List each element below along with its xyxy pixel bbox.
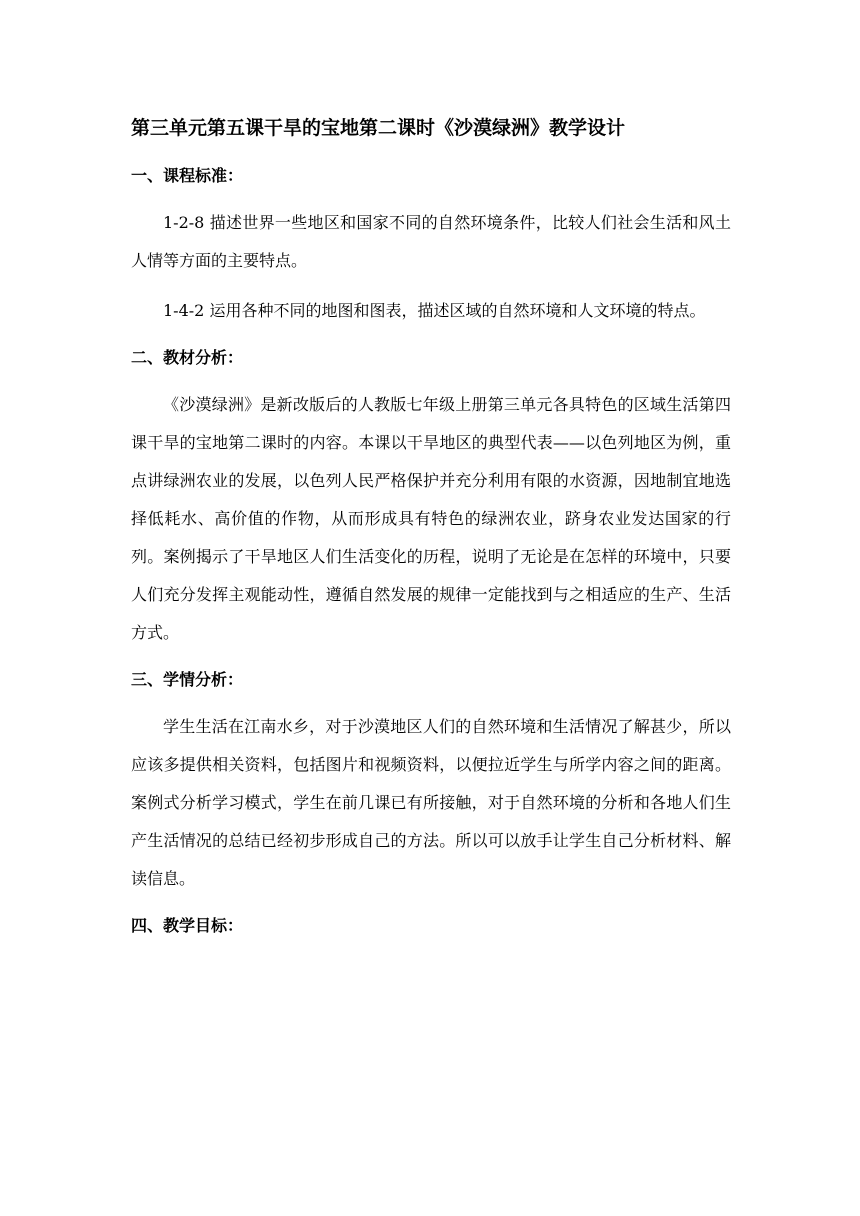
document-body [131,112,731,954]
paragraph-standard-2: 1-4-2 运用各种不同的地图和图表，描述区域的自然环境和人文环境的特点。 [163,301,706,320]
section-heading-textbook-analysis: 二、教材分析： [131,348,244,367]
document-title: 第三单元第五课干旱的宝地第二课时《沙漠绿洲》教学设计 [131,117,626,139]
section-heading-student-analysis: 三、学情分析： [131,670,244,689]
paragraph-student-analysis: 学生生活在江南水乡，对于沙漠地区人们的自然环境和生活情况了解甚少，所以应该多提供相关资料，包括图片和视频资料，以便拉近学生与所学内容之间的距离。案例式分析学习模式，学生在前几课已有所接触，对于自然环境的分析和各地人们生产生活情况的总结已经初步形成自己的方法。所以可以放手让学生自己分析材料、解读信息。 [131,717,731,888]
section-heading-teaching-objectives: 四、教学目标： [131,916,244,935]
paragraph-textbook-analysis: 《沙漠绿洲》是新改版后的人教版七年级上册第三单元各具特色的区域生活第四课干旱的宝地第二课时的内容。本课以干旱地区的典型代表——以色列地区为例，重点讲绿洲农业的发展，以色列人民严格保护并充分利用有限的水资源，因地制宜地选择低耗水、高价值的作物，从而形成具有特色的绿洲农业，跻身农业发达国家的行列。案例揭示了干旱地区人们生活变化的历程，说明了无论是在怎样的环境中，只要人们充分发挥主观能动性，遵循自然发展的规律一定能找到与之相适应的生产、生活方式。 [131,395,731,642]
section-heading-curriculum-standards: 一、课程标准： [131,166,244,185]
paragraph-standard-1: 1-2-8 描述世界一些地区和国家不同的自然环境条件，比较人们社会生活和风土人情等方面的主要特点。 [131,213,731,270]
